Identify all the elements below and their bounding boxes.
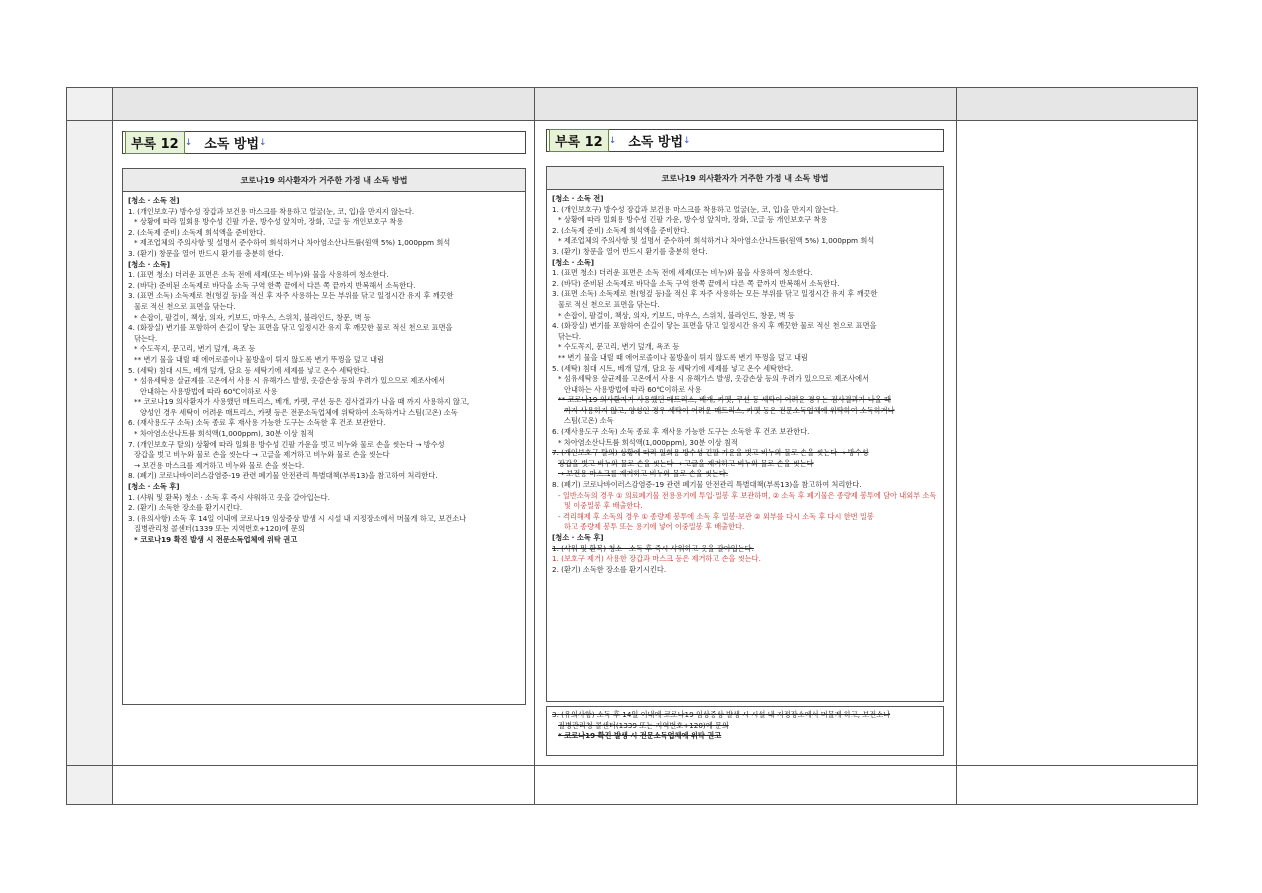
right-document-continuation	[546, 706, 944, 756]
paragraph-mark: ↓	[259, 137, 267, 148]
document-line: * 차아염소산나트륨 희석액(1,000ppm), 30분 이상 침적	[134, 429, 314, 439]
right-document	[546, 166, 944, 702]
document-line: 2. (바닥) 준비된 소독제로 바닥을 소독 구역 한쪽 끝에서 다른 쪽 끝까지 반복해서 소독한다.	[128, 280, 416, 290]
appendix-title: 소독 방법	[628, 135, 684, 150]
appendix-tag: 부록 12	[549, 129, 609, 152]
document-line: * 수도꼭지, 문고리, 변기 덮개, 욕조 등	[134, 344, 256, 354]
appendix-title: 소독 방법	[204, 137, 260, 152]
document-body	[547, 190, 943, 579]
document-line: 질병관리청 콜센터(1339 또는 지역번호+120)에 문의	[134, 524, 305, 534]
document-line: 1. (개인보호구) 방수성 장갑과 보건용 마스크를 착용하고 얼굴(눈, 코, 입)을 만지지 않는다.	[552, 204, 839, 214]
document-line: * 손잡이, 팔걸이, 책상, 의자, 키보드, 마우스, 스위치, 블라인드, 창문, 벽 등	[558, 310, 795, 320]
document-line: 2. (소독제 준비) 소독제 희석액을 준비한다.	[128, 227, 266, 237]
left-title-box	[122, 131, 526, 154]
document-line: 하고 종량제 봉투 또는 용기에 넣어 이중밀봉 후 배출한다.	[564, 522, 745, 532]
document-line: 4. (화장실) 변기를 포함하여 손길이 닿는 표면을 닦고 일정시간 유지 후 깨끗한 물로 적신 천으로 표면을	[128, 323, 453, 333]
document-line: 2. (환기) 소독한 장소를 환기시킨다.	[552, 564, 667, 574]
left-document	[122, 168, 526, 705]
section-heading: [청소 · 소독 후]	[552, 533, 604, 542]
section-heading: [청소 · 소독 전]	[128, 196, 180, 205]
document-line: * 제조업체의 주의사항 및 설명서 준수하여 희석하거나 차아염소산나트륨(원액 5%) 1,000ppm 희석	[134, 238, 451, 248]
document-line: 2. (환기) 소독한 장소를 환기시킨다.	[128, 503, 243, 513]
document-line: 3. (환기) 창문을 열어 반드시 환기를 충분히 한다.	[128, 248, 284, 258]
document-line: * 차아염소산나트륨 희석액(1,000ppm), 30분 이상 침적	[558, 437, 738, 447]
document-line: 4. (화장실) 변기를 포함하여 손길이 닿는 표면을 닦고 일정시간 유지 후 깨끗한 물로 적신 천으로 표면을	[552, 321, 877, 331]
section-heading: [청소 · 소독 전]	[552, 194, 604, 203]
document-line: * 상황에 따라 일회용 방수성 긴팔 가운, 방수성 앞치마, 장화, 고글 등 개인보호구 착용	[558, 215, 828, 225]
document-line: 8. (폐기) 코로나바이러스감염증-19 관련 폐기물 안전관리 특별대책(부록13)을 참고하여 처리한다.	[128, 471, 438, 481]
document-line: * 손잡이, 팔걸이, 책상, 의자, 키보드, 마우스, 스위치, 블라인드, 창문, 벽 등	[134, 312, 371, 322]
document-line: 8. (폐기) 코로나바이러스감염증-19 관련 폐기물 안전관리 특별대책(부록13)을 참고하여 처리한다.	[552, 480, 862, 490]
document-line: 5. (세탁) 침대 시트, 베개 덮개, 담요 등 세탁기에 세제를 넣고 온수 세탁한다.	[128, 365, 370, 375]
document-line: 1. (표면 청소) 더러운 표면은 소독 전에 세제(또는 비누)와 물을 사용하여 청소한다.	[128, 270, 389, 280]
document-line: * 제조업체의 주의사항 및 설명서 준수하여 희석하거나 차아염소산나트륨(원액 5%) 1,000ppm 희석	[558, 236, 875, 246]
document-line: 7. (개인보호구 탈의) 상황에 따라 일회용 방수성 긴팔 가운을 벗고 비누와 물로 손을 씻는다 → 방수성	[128, 439, 445, 449]
appendix-tag: 부록 12	[125, 131, 185, 154]
document-line: 3. (표면 소독) 소독제로 천(헝겊 등)을 적신 후 자주 사용하는 모든 부위를 닦고 일정시간 유지 후 깨끗한	[552, 289, 878, 299]
document-body	[123, 192, 525, 550]
document-line: 닦는다.	[558, 331, 582, 341]
document-line: 양성인 경우 세탁이 어려운 매트리스, 카펫 등은 전문소독업체에 위탁하여 소독하거나 스팀(고온) 소독	[140, 407, 458, 417]
paragraph-mark: ↓	[608, 135, 617, 146]
document-line: 1. (샤워 및 환복) 청소 · 소독 후 즉시 샤워하고 옷을 갈아입는다.	[552, 543, 754, 553]
document-line: ** 코로나19 의사환자가 사용했던 매트리스, 베개, 카펫, 쿠션 등은 검사결과가 나올 때 까지 사용하지 않고,	[134, 397, 470, 407]
document-line: 3. (유의사항) 소독 후 14일 이내에 코로나19 임상증상 발생 시 시설 내 지정장소에서 머물게 하고, 보건소나	[552, 710, 891, 719]
right-title-box	[546, 129, 944, 152]
document-line: 3. (표면 소독) 소독제로 천(헝겊 등)을 적신 후 자주 사용하는 모든 부위를 닦고 일정시간 유지 후 깨끗한	[128, 291, 454, 301]
document-line: 2. (바닥) 준비된 소독제로 바닥을 소독 구역 한쪽 끝에서 다른 쪽 끝까지 반복해서 소독한다.	[552, 278, 840, 288]
document-line: 까지 사용하지 않고, 양성인 경우 세탁이 어려운 매트리스, 카펫 등은 전문소독업체에 위탁하여 소독하거나	[564, 405, 895, 415]
column-divider-1	[112, 88, 113, 804]
document-line: * 코로나19 확진 발생 시 전문소독업체에 위탁 권고	[134, 535, 298, 544]
document-line: 6. (재사용도구 소독) 소독 종료 후 재사용 가능한 도구는 소독한 후 건조 보관한다.	[128, 418, 386, 428]
table-index-column	[67, 88, 112, 804]
column-divider-3	[956, 88, 957, 804]
document-line: * 상황에 따라 일회용 방수성 긴팔 가운, 방수성 앞치마, 장화, 고글 등 개인보호구 착용	[134, 217, 404, 227]
paragraph-mark: ↓	[184, 137, 193, 148]
document-line: 스팀(고온) 소독	[564, 416, 614, 426]
document-line: 3. (환기) 창문을 열어 반드시 환기를 충분히 한다.	[552, 246, 708, 256]
document-line: 및 이중밀봉 후 배출한다.	[564, 501, 643, 511]
document-line: - 일반소독의 경우 ① 의료폐기물 전용용기에 투입·밀봉 후 보관하며, ② 소독 후 폐기물은 종량제 봉투에 담아 내외부 소독	[558, 490, 937, 500]
document-line: 3. (유의사항) 소독 후 14일 이내에 코로나19 임상증상 발생 시 시설 내 지정장소에서 머물게 하고, 보건소나	[128, 513, 467, 523]
document-header: 코로나19 의사환자가 거주한 가정 내 소독 방법	[123, 169, 525, 192]
document-line: 5. (세탁) 침대 시트, 베개 덮개, 담요 등 세탁기에 세제를 넣고 온수 세탁한다.	[552, 363, 794, 373]
document-line: 물로 적신 천으로 표면을 닦는다.	[558, 299, 660, 309]
document-header: 코로나19 의사환자가 거주한 가정 내 소독 방법	[547, 167, 943, 190]
document-line: 물로 적신 천으로 표면을 닦는다.	[134, 301, 236, 311]
document-line: ** 코로나19 의사환자가 사용했던 매트리스, 베개, 카펫, 쿠션 등 세탁이 어려운 경우는 검사결과가 나올 때	[558, 395, 891, 405]
section-heading: [청소 · 소독]	[128, 259, 171, 269]
section-heading: [청소 · 소독 후]	[128, 482, 180, 492]
document-line: 2. (소독제 준비) 소독제 희석액을 준비한다.	[552, 225, 690, 235]
document-line: 7. (개인보호구 탈의) 상황에 따라 일회용 방수성 긴팔 가운을 벗고 비누와 물로 손을 씻는다 → 방수성	[552, 448, 869, 458]
document-line: 1. (샤워 및 환복) 청소 · 소독 후 즉시 샤워하고 옷을 갈아입는다.	[128, 492, 330, 502]
section-heading: [청소 · 소독]	[552, 257, 595, 267]
document-line: 장갑을 벗고 비누와 물로 손을 씻는다 → 고글을 제거하고 비누와 물로 손을 씻는다	[134, 450, 390, 460]
document-line: * 섬유세탁용 살균제를 고온에서 사용 시 유해가스 발생, 옷감손상 등의 우려가 있으므로 제조사에서	[134, 376, 446, 386]
document-line: - 격리해제 후 소독의 경우 ① 종량제 봉투에 소독 후 밀봉·보관 ② 외부를 다시 소독 후 다시 한번 밀봉	[558, 511, 874, 521]
document-line: 닦는다.	[134, 333, 158, 343]
document-line: * 코로나19 확진 발생 시 전문소독업체에 위탁 권고	[558, 731, 722, 741]
document-line: ** 변기 물을 내릴 때 에어로졸이나 물방울이 튀지 않도록 변기 뚜껑을 덮고 내림	[558, 352, 808, 362]
document-line: 안내하는 사용방법에 따라 60℃이하로 사용	[564, 384, 702, 394]
paragraph-mark: ↓	[683, 135, 691, 146]
document-line: → 보건용 마스크를 제거하고 비누와 물로 손을 씻는다.	[134, 460, 305, 470]
document-line: * 수도꼭지, 문고리, 변기 덮개, 욕조 등	[558, 342, 680, 352]
table-header-row	[67, 88, 1197, 120]
footer-divider	[67, 765, 1197, 766]
document-line: → 보건용 마스크를 제거하고 비누와 물로 손을 씻는다.	[558, 469, 729, 479]
document-line: 안내하는 사용방법에 따라 60℃이하로 사용	[140, 386, 278, 396]
document-line: 1. (보호구 제거) 사용한 장갑과 마스크 등은 제거하고 손을 씻는다.	[552, 554, 761, 564]
document-line: 질병관리청 콜센터(1339 또는 지역번호+120)에 문의	[558, 720, 729, 730]
document-line: * 섬유세탁용 살균제를 고온에서 사용 시 유해가스 발생, 옷감손상 등의 우려가 있으므로 제조사에서	[558, 374, 870, 384]
document-line: 6. (재사용도구 소독) 소독 종료 후 재사용 가능한 도구는 소독한 후 건조 보관한다.	[552, 427, 810, 437]
document-line: ** 변기 물을 내릴 때 에어로졸이나 물방울이 튀지 않도록 변기 뚜껑을 덮고 내림	[134, 354, 384, 364]
column-divider-2	[534, 88, 535, 804]
document-line: 1. (표면 청소) 더러운 표면은 소독 전에 세제(또는 비누)와 물을 사용하여 청소한다.	[552, 268, 813, 278]
document-line: 장갑을 벗고 비누와 물로 손을 씻는다 → 고글을 제거하고 비누와 물로 손을 씻는다	[558, 458, 814, 468]
header-divider	[67, 120, 1197, 121]
document-line: 1. (개인보호구) 방수성 장갑과 보건용 마스크를 착용하고 얼굴(눈, 코, 입)을 만지지 않는다.	[128, 206, 415, 216]
